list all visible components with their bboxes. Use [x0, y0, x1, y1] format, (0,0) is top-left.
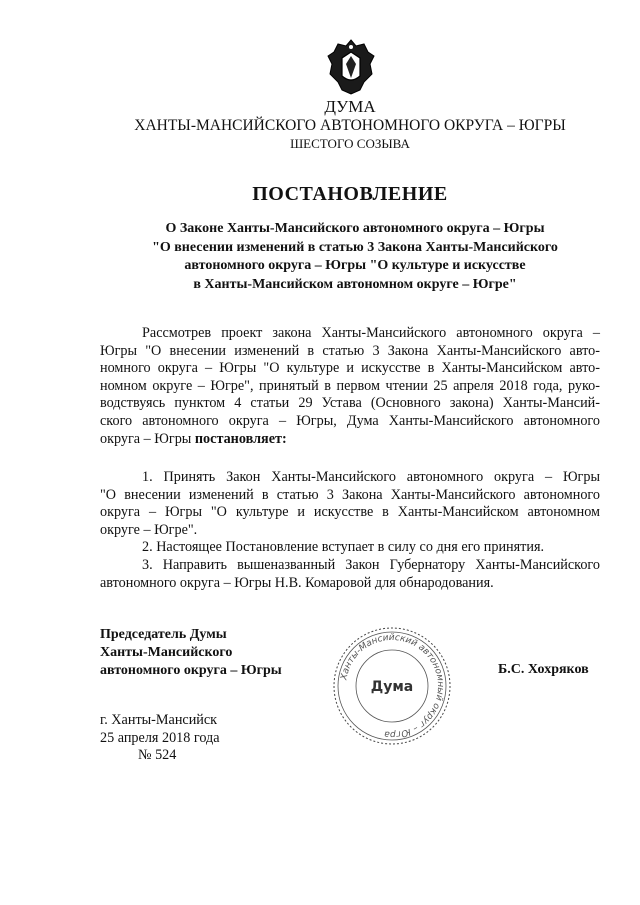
document-place-date [100, 712, 220, 765]
subject-line: О Законе Ханты-Мансийского автономного округа – Югры [165, 221, 545, 236]
resolution-items [100, 469, 600, 592]
document-type-title: ПОСТАНОВЛЕНИЕ [252, 183, 448, 205]
preamble-line [100, 431, 600, 449]
signatory-title-line: Председатель Думы [100, 627, 227, 642]
place: г. Ханты-Мансийск [100, 712, 218, 728]
preamble-line: Рассмотрев проект закона Ханты-Мансийского автономного округа – [142, 325, 600, 341]
document-subject [120, 220, 590, 294]
signatory-title-line: Ханты-Мансийского [100, 645, 233, 660]
subject-line: "О внесении изменений в статью 3 Закона Ханты-Мансийского [152, 239, 558, 255]
preamble-last-text: округа – Югры [100, 430, 195, 447]
seal-ring-text: Ханты-Мансийский автономный округ – Югра [339, 632, 446, 740]
organization-name: ДУМА [324, 97, 376, 116]
item-line: округе – Югре". [100, 521, 198, 538]
signatory-name: Б.С. Хохряков [498, 662, 589, 677]
item-line: 1. Принять Закон Ханты-Мансийского автономного округа – Югры [142, 469, 600, 485]
preamble-line: Югры "О внесении изменений в статью 3 Закона Ханты-Мансийского авто- [100, 342, 600, 359]
subject-line: в Ханты-Мансийском автономном округе – Югре" [193, 276, 517, 292]
subject-line: автономного округа – Югры "О культуре и искусстве [184, 258, 526, 273]
preamble-line: номном округе – Югре", принятый в первом чтении 25 апреля 2018 года, руко- [100, 377, 600, 394]
item-line: округа – Югры "О культуре и искусстве в Ханты-Мансийском автономном [100, 504, 600, 521]
preamble-line: ского автономного округа – Югры, Дума Ханты-Мансийского автономного [100, 412, 600, 429]
region-name: ХАНТЫ-МАНСИЙСКОГО АВТОНОМНОГО ОКРУГА – ЮГРЫ [134, 117, 566, 134]
item-line: 3. Направить вышеназванный Закон Губернатору Ханты-Мансийского [142, 556, 600, 573]
date: 25 апреля 2018 года [100, 729, 220, 746]
signatory-title [100, 626, 282, 680]
item-line: 2. Настоящее Постановление вступает в силу со дня его принятия. [142, 539, 545, 556]
preamble-line: номного округа – Югры "О культуре и искусстве в Ханты-Мансийском авто- [100, 360, 600, 377]
official-seal [330, 624, 454, 748]
preamble-paragraph [100, 325, 600, 448]
preamble-line: водствуясь пунктом 4 статьи 29 Устава (Основного закона) Ханты-Мансий- [100, 395, 600, 412]
item-line: "О внесении изменений в статью 3 Закона Ханты-Мансийского автономного [100, 486, 600, 503]
signatory-title-line: автономного округа – Югры [100, 663, 282, 678]
coat-of-arms-emblem [326, 38, 376, 96]
item-line: автономного округа – Югры Н.В. Комаровой для обнародования. [100, 574, 494, 591]
resolve-word: постановляет: [194, 430, 287, 447]
seal-center-text: Дума [370, 679, 414, 695]
convocation: ШЕСТОГО СОЗЫВА [290, 136, 410, 151]
document-number: № 524 [138, 747, 177, 764]
